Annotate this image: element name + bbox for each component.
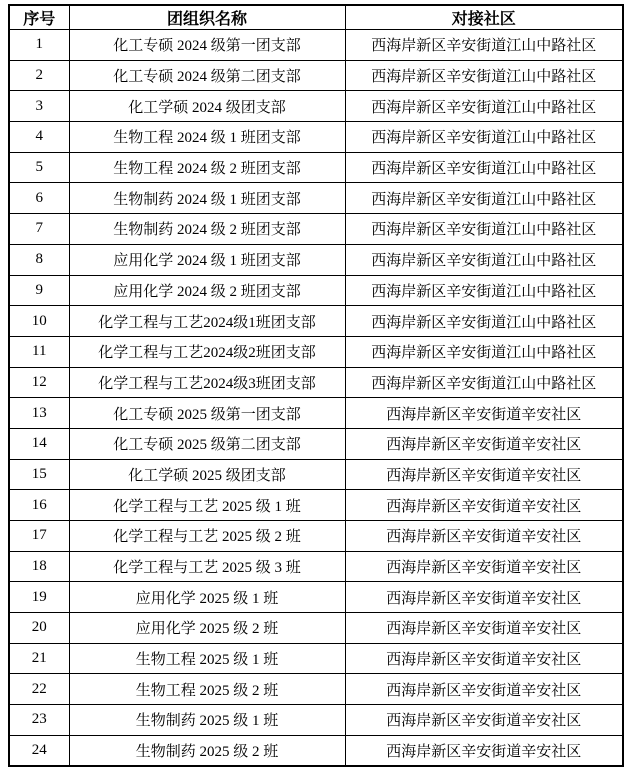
row-number-cell: 2 xyxy=(9,60,69,91)
row-number-cell: 12 xyxy=(9,367,69,398)
row-number-cell: 9 xyxy=(9,275,69,306)
table-row xyxy=(9,244,623,275)
row-number-cell: 15 xyxy=(9,459,69,490)
org-name-cell: 化工专硕 2025 级第一团支部 xyxy=(69,398,345,429)
community-cell: 西海岸新区辛安街道辛安社区 xyxy=(345,735,623,766)
table-row xyxy=(9,521,623,552)
row-number-cell: 11 xyxy=(9,336,69,367)
row-number-cell: 17 xyxy=(9,521,69,552)
org-name-cell: 生物制药 2024 级 2 班团支部 xyxy=(69,214,345,245)
org-name-cell: 化学工程与工艺2024级1班团支部 xyxy=(69,306,345,337)
table-row xyxy=(9,674,623,705)
table-row xyxy=(9,336,623,367)
table-row xyxy=(9,275,623,306)
org-name-cell: 化学工程与工艺2024级3班团支部 xyxy=(69,367,345,398)
community-cell: 西海岸新区辛安街道江山中路社区 xyxy=(345,275,623,306)
org-name-cell: 化学工程与工艺 2025 级 1 班 xyxy=(69,490,345,521)
community-cell: 西海岸新区辛安街道江山中路社区 xyxy=(345,30,623,61)
community-cell: 西海岸新区辛安街道江山中路社区 xyxy=(345,367,623,398)
table-row xyxy=(9,551,623,582)
community-cell: 西海岸新区辛安街道江山中路社区 xyxy=(345,122,623,153)
header-community: 对接社区 xyxy=(345,5,623,30)
row-number-cell: 8 xyxy=(9,244,69,275)
community-cell: 西海岸新区辛安街道江山中路社区 xyxy=(345,60,623,91)
org-name-cell: 化学工程与工艺 2025 级 2 班 xyxy=(69,521,345,552)
org-name-cell: 化工学硕 2025 级团支部 xyxy=(69,459,345,490)
row-number-cell: 20 xyxy=(9,613,69,644)
org-name-cell: 应用化学 2024 级 1 班团支部 xyxy=(69,244,345,275)
table-row xyxy=(9,183,623,214)
community-cell: 西海岸新区辛安街道辛安社区 xyxy=(345,643,623,674)
row-number-cell: 3 xyxy=(9,91,69,122)
org-name-cell: 生物工程 2025 级 2 班 xyxy=(69,674,345,705)
table-row xyxy=(9,735,623,766)
table-row xyxy=(9,428,623,459)
table-row xyxy=(9,60,623,91)
community-cell: 西海岸新区辛安街道辛安社区 xyxy=(345,551,623,582)
community-cell: 西海岸新区辛安街道辛安社区 xyxy=(345,613,623,644)
table-row xyxy=(9,214,623,245)
table-row xyxy=(9,367,623,398)
org-name-cell: 生物工程 2024 级 1 班团支部 xyxy=(69,122,345,153)
table-row xyxy=(9,459,623,490)
row-number-cell: 19 xyxy=(9,582,69,613)
table-row xyxy=(9,705,623,736)
community-cell: 西海岸新区辛安街道辛安社区 xyxy=(345,490,623,521)
table-row xyxy=(9,30,623,61)
org-name-cell: 生物制药 2025 级 1 班 xyxy=(69,705,345,736)
row-number-cell: 16 xyxy=(9,490,69,521)
header-org-name: 团组织名称 xyxy=(69,5,345,30)
table-row xyxy=(9,643,623,674)
org-name-cell: 化学工程与工艺 2025 级 3 班 xyxy=(69,551,345,582)
table-row xyxy=(9,613,623,644)
table-row xyxy=(9,490,623,521)
org-name-cell: 化工学硕 2024 级团支部 xyxy=(69,91,345,122)
header-row xyxy=(9,5,623,30)
community-cell: 西海岸新区辛安街道辛安社区 xyxy=(345,674,623,705)
org-name-cell: 生物制药 2024 级 1 班团支部 xyxy=(69,183,345,214)
org-name-cell: 生物制药 2025 级 2 班 xyxy=(69,735,345,766)
table-row xyxy=(9,122,623,153)
org-name-cell: 生物工程 2025 级 1 班 xyxy=(69,643,345,674)
community-cell: 西海岸新区辛安街道辛安社区 xyxy=(345,582,623,613)
row-number-cell: 1 xyxy=(9,30,69,61)
table-row xyxy=(9,91,623,122)
org-name-cell: 化工专硕 2024 级第二团支部 xyxy=(69,60,345,91)
org-community-table-container xyxy=(8,4,622,767)
org-community-table xyxy=(8,4,624,767)
community-cell: 西海岸新区辛安街道辛安社区 xyxy=(345,459,623,490)
org-name-cell: 生物工程 2024 级 2 班团支部 xyxy=(69,152,345,183)
org-name-cell: 应用化学 2024 级 2 班团支部 xyxy=(69,275,345,306)
row-number-cell: 18 xyxy=(9,551,69,582)
row-number-cell: 21 xyxy=(9,643,69,674)
table-row xyxy=(9,306,623,337)
community-cell: 西海岸新区辛安街道江山中路社区 xyxy=(345,91,623,122)
table-row xyxy=(9,152,623,183)
community-cell: 西海岸新区辛安街道辛安社区 xyxy=(345,521,623,552)
row-number-cell: 24 xyxy=(9,735,69,766)
community-cell: 西海岸新区辛安街道辛安社区 xyxy=(345,398,623,429)
community-cell: 西海岸新区辛安街道江山中路社区 xyxy=(345,306,623,337)
community-cell: 西海岸新区辛安街道辛安社区 xyxy=(345,428,623,459)
community-cell: 西海岸新区辛安街道江山中路社区 xyxy=(345,244,623,275)
community-cell: 西海岸新区辛安街道江山中路社区 xyxy=(345,183,623,214)
table-row xyxy=(9,398,623,429)
org-name-cell: 化工专硕 2024 级第一团支部 xyxy=(69,30,345,61)
row-number-cell: 13 xyxy=(9,398,69,429)
row-number-cell: 10 xyxy=(9,306,69,337)
org-name-cell: 应用化学 2025 级 1 班 xyxy=(69,582,345,613)
row-number-cell: 6 xyxy=(9,183,69,214)
org-name-cell: 化工专硕 2025 级第二团支部 xyxy=(69,428,345,459)
row-number-cell: 22 xyxy=(9,674,69,705)
org-name-cell: 应用化学 2025 级 2 班 xyxy=(69,613,345,644)
row-number-cell: 4 xyxy=(9,122,69,153)
row-number-cell: 5 xyxy=(9,152,69,183)
org-name-cell: 化学工程与工艺2024级2班团支部 xyxy=(69,336,345,367)
header-serial-number: 序号 xyxy=(9,5,69,30)
row-number-cell: 14 xyxy=(9,428,69,459)
community-cell: 西海岸新区辛安街道辛安社区 xyxy=(345,705,623,736)
table-row xyxy=(9,582,623,613)
community-cell: 西海岸新区辛安街道江山中路社区 xyxy=(345,152,623,183)
community-cell: 西海岸新区辛安街道江山中路社区 xyxy=(345,336,623,367)
row-number-cell: 23 xyxy=(9,705,69,736)
community-cell: 西海岸新区辛安街道江山中路社区 xyxy=(345,214,623,245)
row-number-cell: 7 xyxy=(9,214,69,245)
